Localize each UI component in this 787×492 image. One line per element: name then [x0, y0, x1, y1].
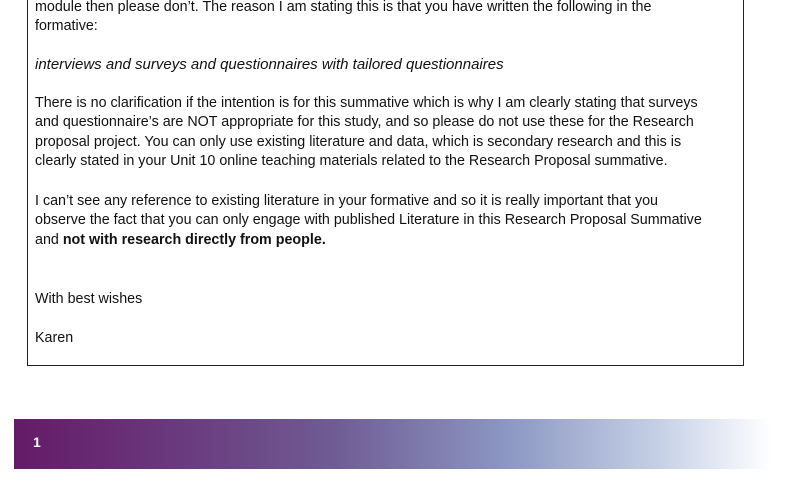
para2-line-2: and questionnaire’s are NOT appropriate for this study, and so please do not use these for the Research	[35, 114, 694, 131]
para3-line-2: observe the fact that you can only engage with published Literature in this Research Proposal Summative	[35, 212, 702, 229]
intro-paragraph	[35, 0, 735, 37]
para3-line-3-prefix: and	[35, 231, 63, 248]
intro-line-2: formative:	[35, 18, 98, 35]
footer-gradient-bar	[14, 419, 772, 469]
para2-line-4: clearly stated in your Unit 10 online teaching materials related to the Research Proposal summative.	[35, 153, 668, 170]
intro-line-1: module then please don’t. The reason I am stating this is that you have written the following in the	[35, 0, 652, 15]
para2-line-3: proposal project. You can only use existing literature and data, which is secondary research and this is	[35, 133, 682, 150]
para3-line-1: I can’t see any reference to existing literature in your formative and so it is really important that you	[35, 193, 659, 209]
clarification-paragraph	[35, 94, 735, 172]
signature: Karen	[35, 330, 74, 346]
para2-line-1: There is no clarification if the intention is for this summative which is why I am clearly stating that surveys	[35, 95, 698, 111]
page-number: 1	[33, 434, 41, 450]
para3-emphasis: not with research directly from people.	[62, 231, 326, 248]
sign-off: With best wishes	[35, 291, 143, 307]
para3-line-3	[35, 231, 735, 250]
feedback-text-box	[27, 0, 744, 366]
literature-paragraph	[35, 192, 735, 250]
quoted-formative-text: interviews and surveys and questionnaires with tailored questionnaires	[35, 56, 504, 73]
